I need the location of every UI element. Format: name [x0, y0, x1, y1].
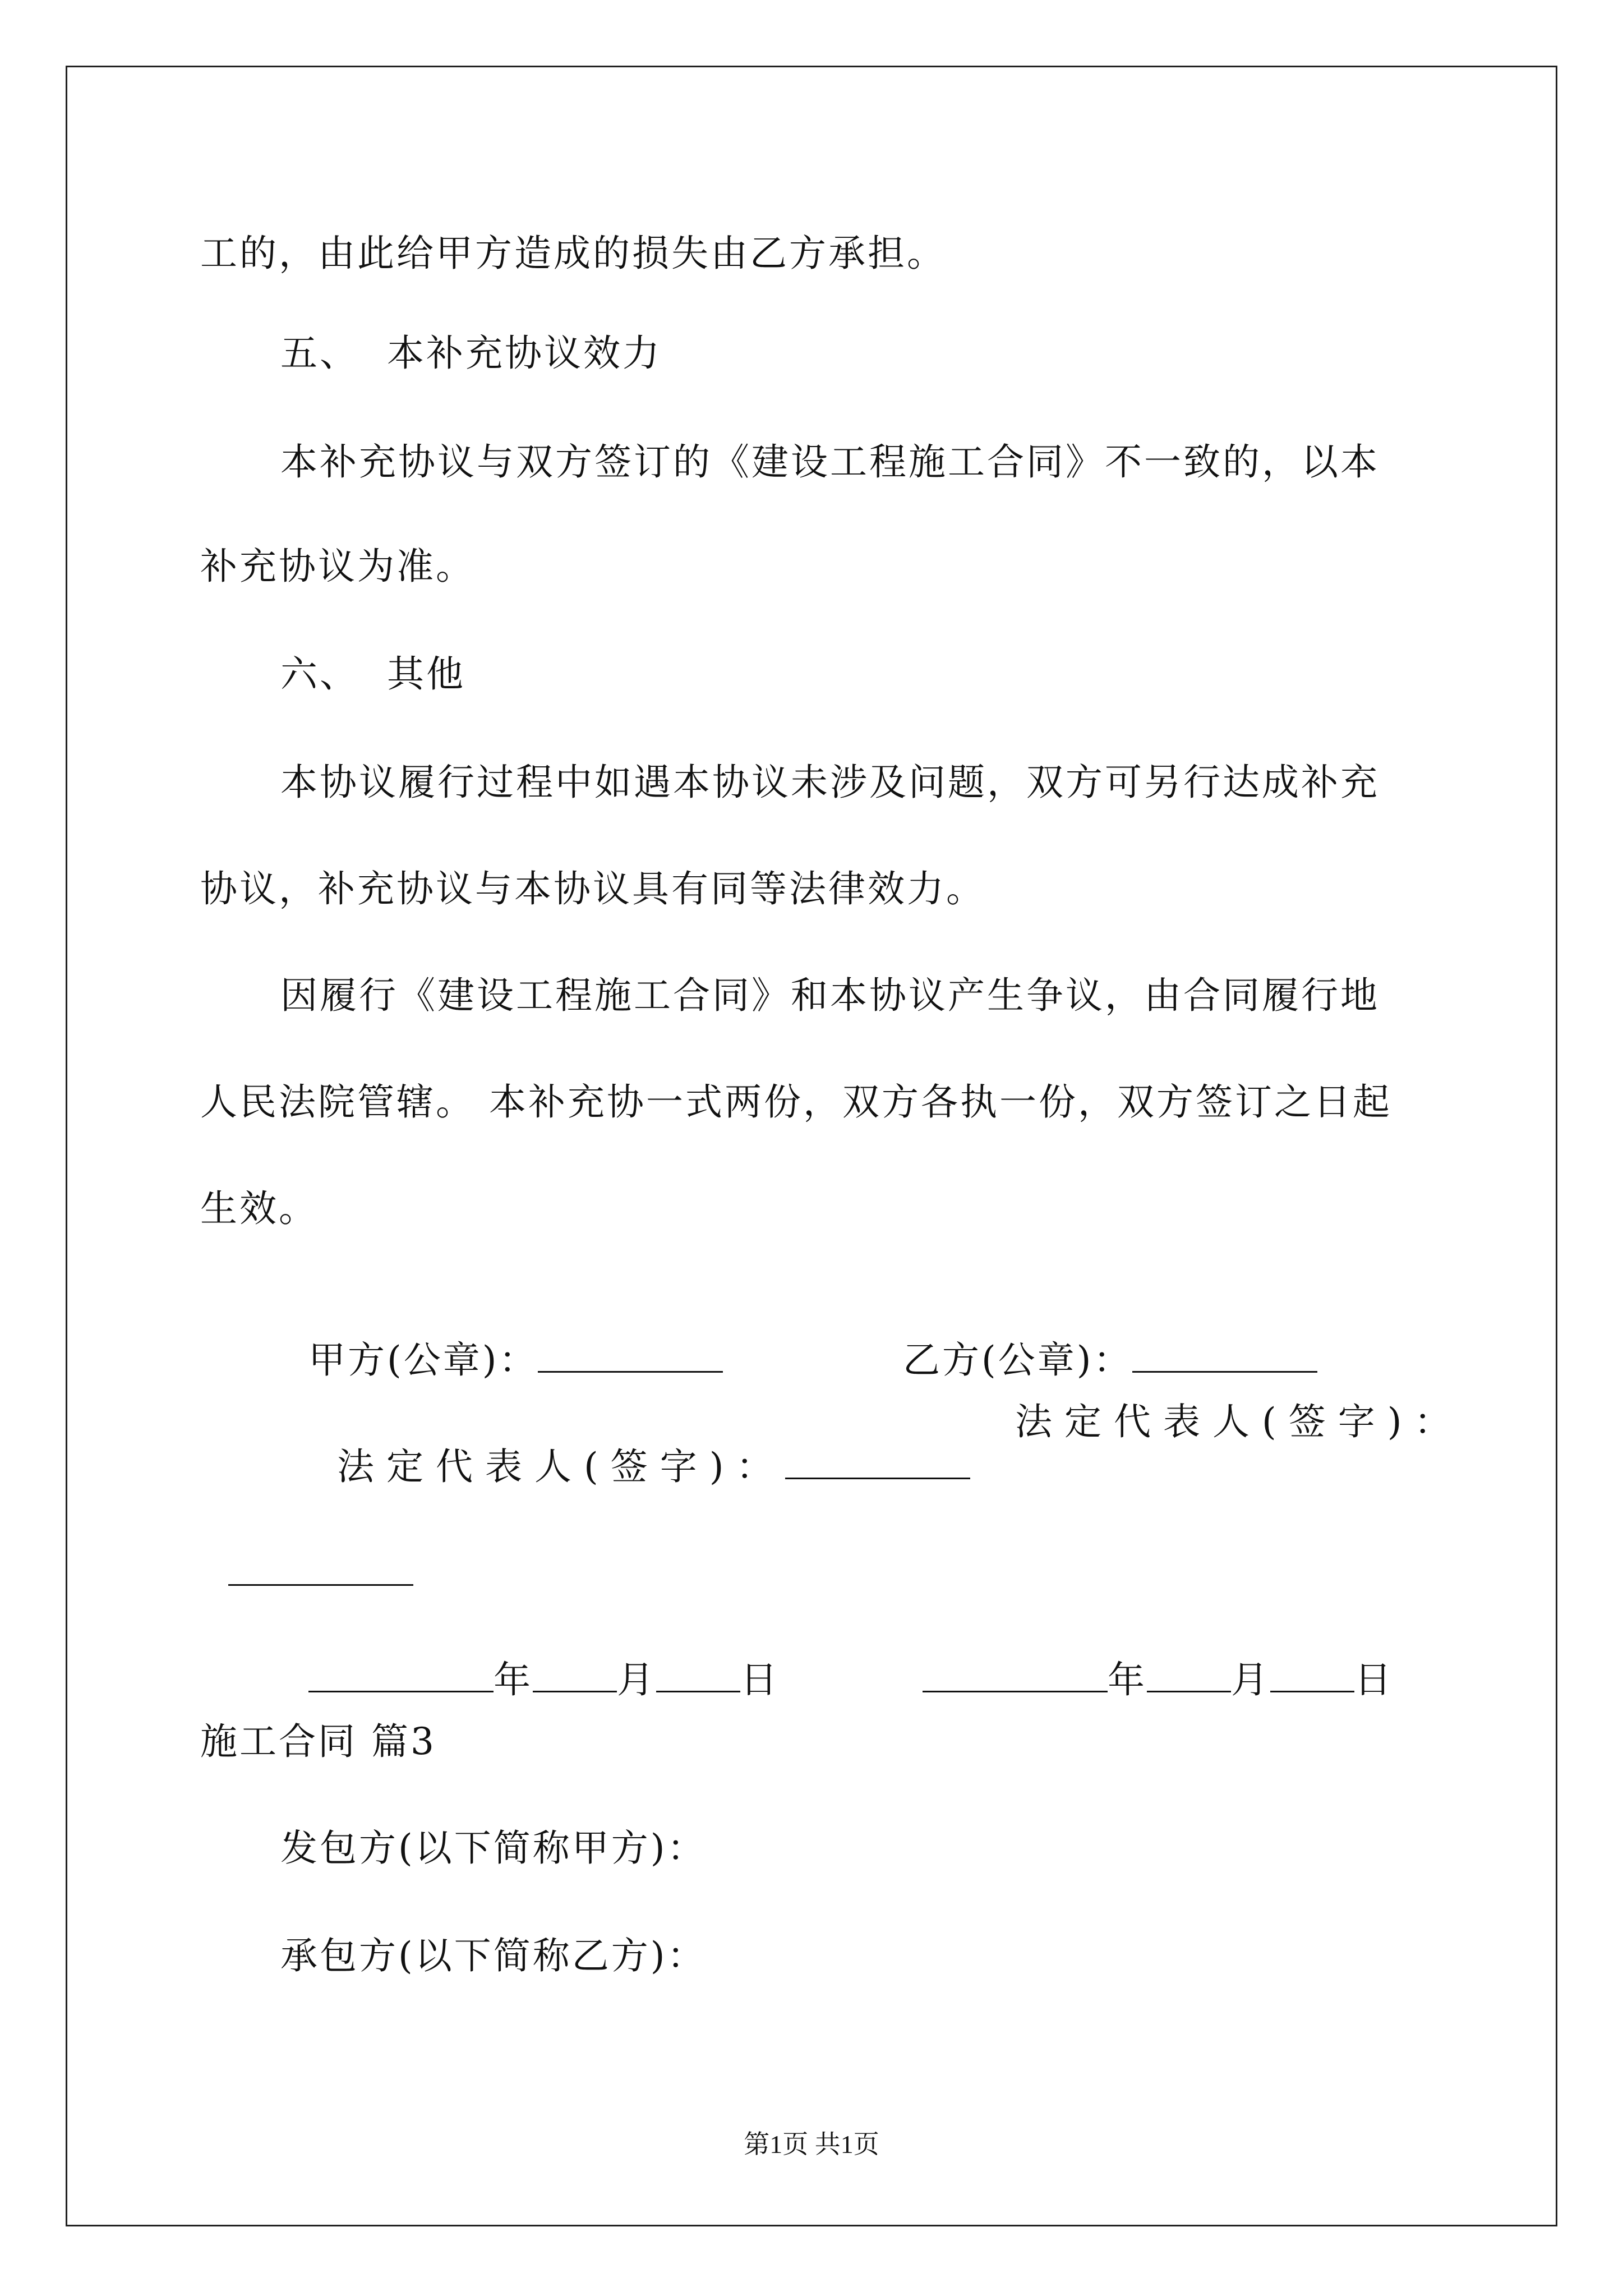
rep-b-blank-row — [200, 1506, 413, 1596]
party-a-seal-row — [280, 1293, 723, 1383]
date-a-day-blank — [656, 1658, 740, 1692]
party-b-seal-row — [875, 1293, 1317, 1383]
page-border — [66, 66, 1557, 2226]
date-a-year-blank — [308, 1658, 494, 1692]
party-b-seal-label: 乙方(公章)： — [902, 1338, 1133, 1382]
rep-a-label: 法定代表人(签字)： — [336, 1445, 786, 1488]
date-a-row — [280, 1613, 780, 1703]
paragraph-continuation: 工的，由此给甲方造成的损失由乙方承担。 — [200, 232, 946, 275]
section-title: 施工合同 篇3 — [200, 1720, 436, 1763]
date-b-month-label: 月 — [1230, 1658, 1270, 1701]
party-b-seal-blank — [1132, 1338, 1317, 1373]
rep-b-label: 法定代表人(签字)： — [1015, 1400, 1464, 1443]
section-six-heading: 六、 其他 — [280, 652, 465, 696]
date-a-month-blank — [533, 1658, 617, 1692]
date-b-day-blank — [1270, 1658, 1354, 1692]
date-a-year-label: 年 — [493, 1658, 533, 1701]
date-b-year-blank — [923, 1658, 1108, 1692]
date-a-month-label: 月 — [616, 1658, 656, 1701]
party-a-seal-blank — [538, 1338, 723, 1373]
employer-line: 发包方(以下简称甲方)： — [280, 1826, 707, 1870]
paragraph-other-line2: 协议，补充协议与本协议具有同等法律效力。 — [200, 867, 985, 910]
paragraph-dispute-line3: 生效。 — [200, 1187, 318, 1230]
party-a-seal-label: 甲方(公章)： — [308, 1338, 538, 1382]
page-footer: 第1页 共1页 — [744, 2130, 879, 2159]
rep-b-blank — [228, 1552, 413, 1586]
date-b-row — [895, 1613, 1394, 1703]
date-b-month-blank — [1147, 1658, 1231, 1692]
date-b-day-label: 日 — [1354, 1658, 1394, 1701]
section-five-heading: 五、 本补充协议效力 — [280, 332, 662, 375]
paragraph-dispute-line1: 因履行《建设工程施工合同》和本协议产生争议，由合同履行地 — [280, 974, 1380, 1017]
paragraph-other-line1: 本协议履行过程中如遇本协议未涉及问题，双方可另行达成补充 — [280, 761, 1380, 804]
rep-a-blank — [785, 1445, 970, 1479]
paragraph-effect-line2: 补充协议为准。 — [200, 545, 475, 588]
rep-a-row — [289, 1400, 970, 1489]
contractor-line: 承包方(以下简称乙方)： — [280, 1934, 707, 1977]
paragraph-effect-line1: 本补充协议与双方签订的《建设工程施工合同》不一致的，以本 — [280, 440, 1380, 484]
paragraph-dispute-line2: 人民法院管辖。 本补充协一式两份，双方各执一份，双方签订之日起 — [200, 1080, 1392, 1124]
date-a-day-label: 日 — [740, 1658, 780, 1701]
date-b-year-label: 年 — [1107, 1658, 1147, 1701]
